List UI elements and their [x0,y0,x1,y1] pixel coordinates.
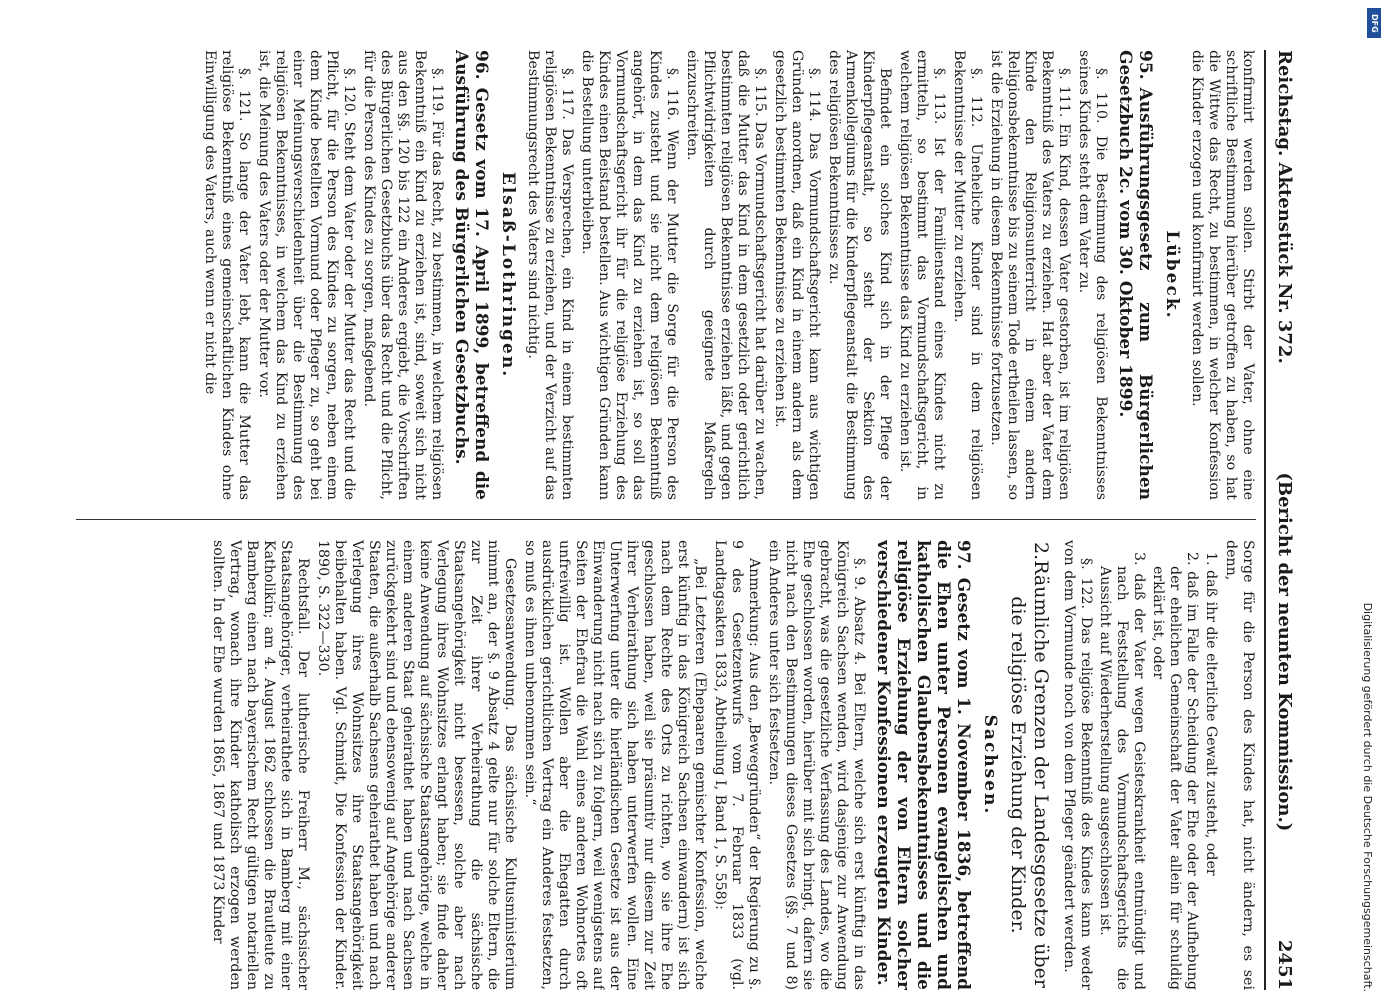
paragraph: §. 117. Das Versprechen, ein Kind in einem bestimmten religiösen Bekenntnisse zu erziehen, und der Verzicht auf das Bestimmungsrecht des Vaters sind nichtig. [525,50,575,500]
paragraph: §. 112. Uneheliche Kinder sind in dem religiösen Bekenntnisse der Mutter zu erziehen. [951,50,984,500]
section-number: 97. [953,540,973,570]
chapter-title [1006,540,1052,990]
paragraph: §. 111. Ein Kind, dessen Vater gestorben, ist im religiösen Bekenntniß des Vaters zu erziehen. Hat aber der Vater dem Kinde den Religionsunterricht in einem andern Religionsbekenntnisse bis zu seinem Tode ertheilen lassen, so ist die Erziehung in diesem Bekenntnisse fortzusetzen. [988,50,1072,500]
paragraph: §. 121. So lange der Vater lebt, kann die Mutter das religiöse Bekenntniß eines gemeinschaftlichen Kindes ohne Einwilligung des Vaters, auch wenn er nicht die [202,50,252,500]
section-number: 95. [1135,50,1155,80]
law-title [873,540,973,990]
paragraph: konfirmirt werden sollen. Stirbt der Vater, ohne eine schriftliche Bestimmung hierüber getroffen zu haben, so hat die Wittwe das Recht, zu bestimmen, in welcher Konfession die Kinder erzogen und konfirmirt werden sollen. [1189,50,1256,500]
section-heading-place: Sachsen. [980,714,1000,816]
paragraph: §. 113. Ist der Familienstand eines Kindes nicht zu ermitteln, so bestimmt das Vormundschaftsgericht, in welchem religiösen Bekenntnisse das Kind zu erziehen ist. [897,50,947,500]
paragraph: §. 114. Das Vormundschaftsgericht kann aus wichtigen Gründen anordnen, daß ein Kind in einem andern als dem gesetzlich bestimmten Bekenntnisse zu erziehen ist. [772,50,822,500]
left-column [76,50,1256,500]
document-page [14,50,1304,990]
section-heading-place: Lübeck. [1162,230,1182,320]
right-column [76,540,1256,990]
page-header [1264,50,1304,990]
paragraph: §. 119. Für das Recht, zu bestimmen, in welchem religiösen Bekenntniß ein Kind zu erziehen ist, sind, soweit sich nicht aus den §§. 120 bis 122 ein Anderes ergiebt, die Vorschriften des Bürgerlichen Gesetzbuchs über das Recht und die Pflicht, für die Person des Kindes zu sorgen, maßgebend. [361,50,445,500]
paragraph: §. 122. Das religiöse Bekenntniß des Kindes kann weder von dem Vormunde noch von dem Pfleger geändert werden. [1061,540,1094,990]
section-heading-place: Elsaß-Lothringen. [498,171,518,379]
list-item: 2. daß im Falle der Scheidung der Ehe oder der Aufhebung der ehelichen Gemeinschaft der Vater allein für schuldig erklärt ist, oder [1150,552,1200,990]
paragraph: §. 115. Das Vormundschaftsgericht hat darüber zu wachen, daß die Mutter das Kind in dem gesetzlich oder gerichtlich bestimmten religiösen Bekenntnisse erziehen läßt, und gegen Pflichtwidrigkeiten durch geeignete Maßregeln einzuschreiten. [684,50,768,500]
header-left: Reichstag. Aktenstück Nr. 372. [1274,50,1296,364]
paragraph: §. 116. Wenn der Mutter die Sorge für die Person des Kindes zusteht und sie nicht dem religiösen Bekenntniß angehört, in dem das Kind zu erziehen ist, so soll das Vormundschaftsgericht ihr für die religiöse Erziehung des Kindes einen Beistand bestellen. Aus wichtigen Gründen kann die Bestellung unterbleiben. [579,50,680,500]
section-number: 2. [1030,542,1052,561]
paragraph: Gesetzesanwendung. Das sächsische Kultusministerium nimmt an, der §. 9 Absatz 4 gelte nur für solche Eltern, die zur Zeit ihrer Verheirathung die sächsische Staatsangehörigkeit nicht besessen, solche aber nach Verlegung ihres Wohnsitzes erlangt haben; sie finde daher keine Anwendung auf sächsische Staatsangehörige, welche in einem anderen Staat geheirathet haben und nach Sachsen zurückgekehrt sind und ebensowenig auf Angehörige anderer Staaten, die außerhalb Sachsens geheirathet haben und nach Verlegung ihres Wohnsitzes ihre Staatsangehörigkeit beibehalten haben. Vgl. Schmidt, Die Konfession der Kinder. 1890, S. 322—330. [315,540,518,990]
credit-text: Digitalisierung gefördert durch die Deutsche Forschungsgemeinschaft. [1361,602,1374,992]
section-number: 96. [471,50,491,80]
law-title [451,50,491,500]
paragraph: §. 120. Steht dem Vater oder der Mutter das Recht und die Pflicht, für die Person des Kindes zu sorgen, neben einem dem Kinde bestellten Vormund oder Pfleger zu, so geht bei einer Meinungsverschiedenheit über die Bestimmung des religiösen Bekenntnisses, in welchem das Kind zu erziehen ist, die Meinung des Vaters oder der Mutter vor. [256,50,357,500]
section-title-text: Räumliche Grenzen der Landesgesetze über die religiöse Erziehung der Kinder. [1007,560,1052,988]
list-item: 1. daß ihr die elterliche Gewalt zusteht, oder [1203,552,1219,876]
section-title-text: Gesetz vom 1. November 1836, betreffend die Ehen unter Personen evangelischen und katholischen Glaubensbekenntnisses und die religiöse Erziehung der von Eltern solcher verschiedener Konfessionen erzeugten Kinder. [873,540,973,990]
header-center: (Bericht der neunten Kommission.) [1274,472,1296,832]
law-title [1115,50,1155,500]
quotation: „Bei Letzteren (Ehepaaren gemischter Konfession, welche erst künftig in das Königreich Sachsen einwandern) ist sich nach dem Rechte des Orts zu richten, wo sie ihre Ehe geschlossen haben, weil sie präsumtiv nur diesem zur Zeit ihrer Verheirathung sich haben unterwerfen wollen. Eine Unterwerfung unter die hierländischen Gesetze ist aus der Einwanderung nicht nach sich zu folgern, weil wenigstens auf Seiten der Ehefrau die Wahl eines anderen Wohnortes oft unfreiwillig ist. Wollen aber die Ehegatten durch ausdrücklichen gerichtlichen Vertrag ein Anderes festsetzen, so muß es ihnen unbenommen sein.“ [522,540,708,990]
paragraph: §. 110. Die Bestimmung des religiösen Bekenntnisses seines Kindes steht dem Vater zu. [1076,50,1109,500]
list-item: 3. daß der Vater wegen Geisteskrankheit entmündigt und nach Feststellung des Vormundschaftsgerichts die Aussicht auf Wiederherstellung ausgeschlossen ist. [1097,552,1147,990]
section-title-text: Ausführungsgesetz zum Bürgerlichen Gesetzbuch 2c. vom 30. Oktober 1899. [1115,50,1155,500]
digitization-credit [1355,8,1379,992]
section-title-text: Gesetz vom 17. April 1899, betreffend die Ausführung des Bürgerlichen Gesetzbuchs. [451,50,491,500]
dfg-logo: DFG [1367,8,1381,38]
paragraph: Rechtsfall. Der lutherische Freiherr M., sächsischer Staatsangehöriger, verheirathete sich in Bamberg mit einer Katholikin; am 4. August 1862 schlossen die Brautleute zu Bamberg einen nach bayerischem Recht gültigen notariellen Vertrag, wonach ihre Kinder katholisch erzogen werden sollten. In der Ehe wurden 1865, 1867 und 1873 Kinder [210,540,311,990]
paragraph: Sorge für die Person des Kindes hat, nicht ändern, es sei denn, [1223,540,1256,990]
page-number: 2451 [1274,939,1296,990]
paragraph: §. 9. Absatz 4. Bei Eltern, welche sich erst künftig in das Königreich Sachsen wenden, wird dasjenige zur Anwendung gebracht, was die gesetzliche Verfassung des Landes, wo die Ehe geschlossen worden, hierüber mit sich bringt, dafern sie nicht nach den Bestimmungen dieses Gesetzes (§§. 7 und 8) ein Anderes unter sich festsetzen. [766,540,867,990]
paragraph: Befindet ein solches Kind sich in der Pflege der Kinderpflegeanstalt, so steht der Sektion des Armenkollegiums für die Kinderpflegeanstalt die Bestimmung des religiösen Bekenntnisses zu. [826,50,893,500]
column-divider [76,519,1256,520]
paragraph: Anmerkung: Aus den „Beweggründen“ der Regierung zu §. 9 des Gesetzentwurfs vom 7. Februar 1833 (vgl. Landtagsakten 1833, Abtheilung I, Band 1, S. 558): [712,540,762,990]
